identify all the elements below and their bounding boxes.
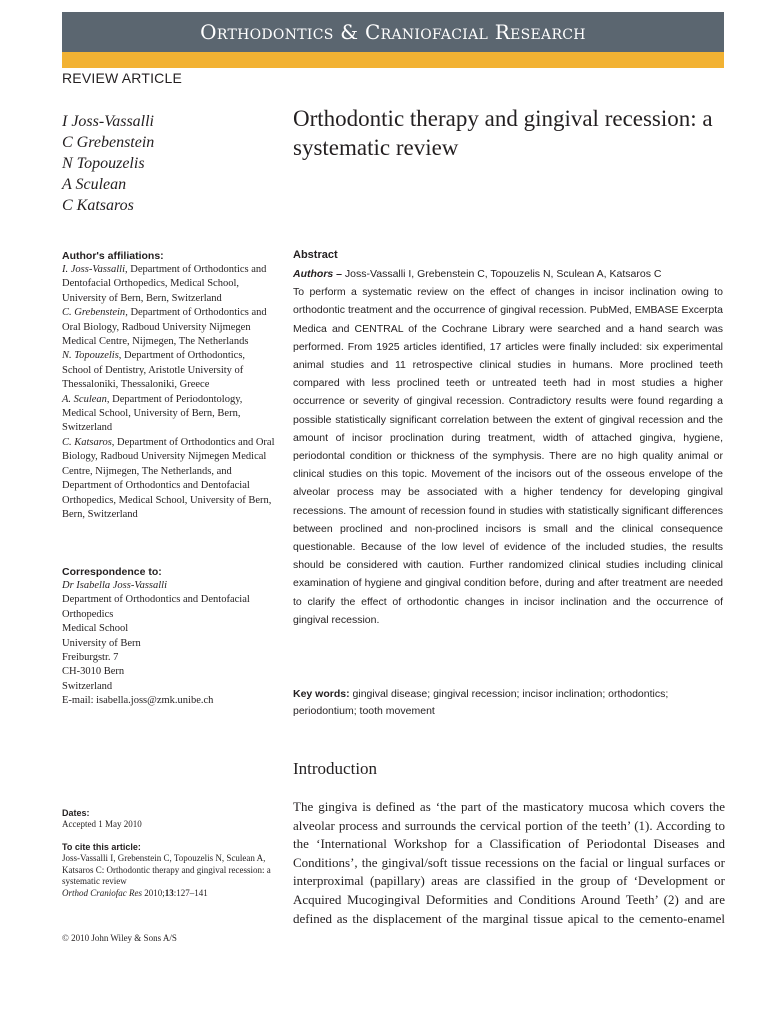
abstract-text: To perform a systematic review on the effect of changes in incisor inclination owing to orthodontic treatment and the occurrence of gingival recession. PubMed, EMBASE Excerpta Medica and CENTRAL of the Cochrane Library were searched and a hand search was performed. From 1925 articles identified, 17 articles were finally included: six experimental animal studies and 11 retrospective clinical studies in humans. More proclined teeth compared with less proclined teeth or untreated teeth had in most studies a higher occurrence or severity of gingival recession. Contradictory results were found regarding a possible statistically significant correlation between the extent of gingival recession and the amount of incisor proclination during treatment, width of attached gingiva, hygiene, periodontal condition or thickness of the symphysis. There are no high quality animal or clinical studies on this topic. Movement of the incisors out of the osseous envelope of the alveolar process may be associated with a higher tendency for developing gingival recessions. The amount of recession found in studies with statistically significant differences between proclined and non-proclined incisors is small and the clinical consequence questionable. Because of the low level of evidence of the included studies, the results should be considered with caution. Further randomized clinical studies including clinical examination of hygiene and gingival condition before, during and after treatment are needed to clarify the effect of orthodontic changes in incisor inclination and the occurrence of gingival recession. bbox=[293, 286, 723, 626]
affiliation-author: C. Katsaros bbox=[62, 436, 112, 448]
citation-volume: 13 bbox=[164, 887, 174, 898]
accepted-date: Accepted 1 May 2010 bbox=[62, 819, 142, 829]
affiliation-text: , Department of Orthodontics, School of Dentistry, Aristotle University of Thessaloniki, Thessaloniki, Greece bbox=[62, 350, 246, 391]
affiliation-item bbox=[62, 263, 276, 306]
citation-authors-title: Joss-Vassalli I, Grebenstein C, Topouzelis N, Sculean A, Katsaros C: Orthodontic therapy and gingival recession: a systematic review bbox=[62, 853, 271, 887]
affiliation-author: A. Sculean bbox=[62, 393, 107, 405]
correspondence-name-text: Dr Isabella Joss-Vassalli bbox=[62, 580, 167, 591]
journal-title: Orthodontics & Craniofacial Research bbox=[200, 20, 586, 44]
abstract-authors-label: Authors – bbox=[293, 268, 343, 280]
introduction-heading: Introduction bbox=[293, 759, 378, 778]
author-list bbox=[62, 111, 282, 216]
citation-heading: To cite this article: bbox=[62, 842, 141, 852]
address-line: Department of Orthodontics and Dentofacial Orthopedics bbox=[62, 594, 250, 620]
abstract-authors: Joss-Vassalli I, Grebenstein C, Topouzelis N, Sculean A, Katsaros C bbox=[342, 268, 662, 280]
abstract-body bbox=[293, 265, 723, 629]
affiliation-author: C. Grebenstein bbox=[62, 307, 126, 319]
keywords-text: gingival disease; gingival recession; incisor inclination; orthodontics; periodontium; tooth movement bbox=[293, 688, 669, 717]
keywords bbox=[293, 686, 723, 720]
article-type-label: REVIEW ARTICLE bbox=[62, 70, 183, 86]
correspondence-address bbox=[62, 579, 276, 709]
affiliation-text: , Department of Orthodontics and Oral Biology, Radboud University Nijmegen Medical Centre, Nijmegen, The Netherlands, and Department of Orthodontics and Dentofacial Orthopedics, Medical School, University of Bern, Bern, Switzerland bbox=[62, 436, 275, 520]
affiliation-item bbox=[62, 306, 276, 349]
keywords-label: Key words: bbox=[293, 688, 350, 700]
affiliation-item bbox=[62, 436, 276, 522]
affiliation-text: , Department of Periodontology, Medical School, University of Bern, Bern, Switzerland bbox=[62, 393, 243, 434]
address-line: Freiburgstr. 7 bbox=[62, 652, 119, 664]
affiliation-author: I. Joss-Vassalli bbox=[62, 264, 125, 275]
address-line: CH-3010 Bern bbox=[62, 666, 125, 678]
affiliation-item bbox=[62, 349, 276, 392]
introduction-body: The gingiva is defined as ‘the part of the masticatory mucosa which covers the alveolar process and surrounds the cervical portion of the teeth’ (1). According to the ‘International Workshop for a Classification of Periodontal Diseases and Conditions’, the gingival/soft tissue recessions on the facial or lingual surfaces or interproximal (papillary) areas are classified in the group of ‘Development or Acquired Mucogingival Deformities and Conditions Around Teeth’ (2) and are defined as the displacement of the marginal tissue apical to the cemento-enamel bbox=[293, 799, 725, 926]
citation-text bbox=[62, 853, 276, 899]
address-line: Switzerland bbox=[62, 680, 113, 692]
author-name: N Topouzelis bbox=[62, 155, 145, 172]
correspondence-heading: Correspondence to: bbox=[62, 566, 162, 578]
author-name: I Joss-Vassalli bbox=[62, 113, 154, 130]
author-name: A Sculean bbox=[62, 176, 127, 193]
email-line: E-mail: isabella.joss@zmk.unibe.ch bbox=[62, 695, 214, 707]
affiliations-heading: Author's affiliations: bbox=[62, 250, 164, 262]
author-name: C Katsaros bbox=[62, 197, 134, 214]
citation-journal: Orthod Craniofac Res bbox=[62, 887, 142, 898]
affiliation-text: , Department of Orthodontics and Oral Biology, Radboud University Nijmegen Medical Centre, Nijmegen, The Netherlands bbox=[62, 307, 267, 348]
citation-year: 2010; bbox=[144, 887, 165, 898]
affiliation-item bbox=[62, 393, 276, 436]
author-name: C Grebenstein bbox=[62, 134, 155, 151]
citation-block bbox=[62, 841, 276, 899]
copyright-notice: © 2010 John Wiley & Sons A/S bbox=[62, 933, 177, 943]
address-line: University of Bern bbox=[62, 637, 141, 649]
dates-block bbox=[62, 807, 276, 831]
journal-banner bbox=[62, 12, 724, 52]
abstract-block bbox=[293, 249, 723, 629]
citation-pages: :127–141 bbox=[173, 887, 208, 898]
address-line: Medical School bbox=[62, 623, 129, 635]
article-title: Orthodontic therapy and gingival recession: a systematic review bbox=[293, 106, 713, 160]
affiliation-text: , Department of Orthodontics and Dentofacial Orthopedics, Medical School, University of Bern, Bern, Switzerland bbox=[62, 264, 267, 304]
affiliation-author: N. Topouzelis bbox=[62, 350, 119, 362]
dates-heading: Dates: bbox=[62, 808, 90, 818]
banner-accent-stripe bbox=[62, 52, 724, 68]
affiliations-block bbox=[62, 249, 276, 522]
abstract-heading: Abstract bbox=[293, 249, 338, 261]
correspondence-block bbox=[62, 565, 276, 709]
affiliations-list bbox=[62, 263, 276, 522]
correspondence-name bbox=[62, 579, 276, 593]
